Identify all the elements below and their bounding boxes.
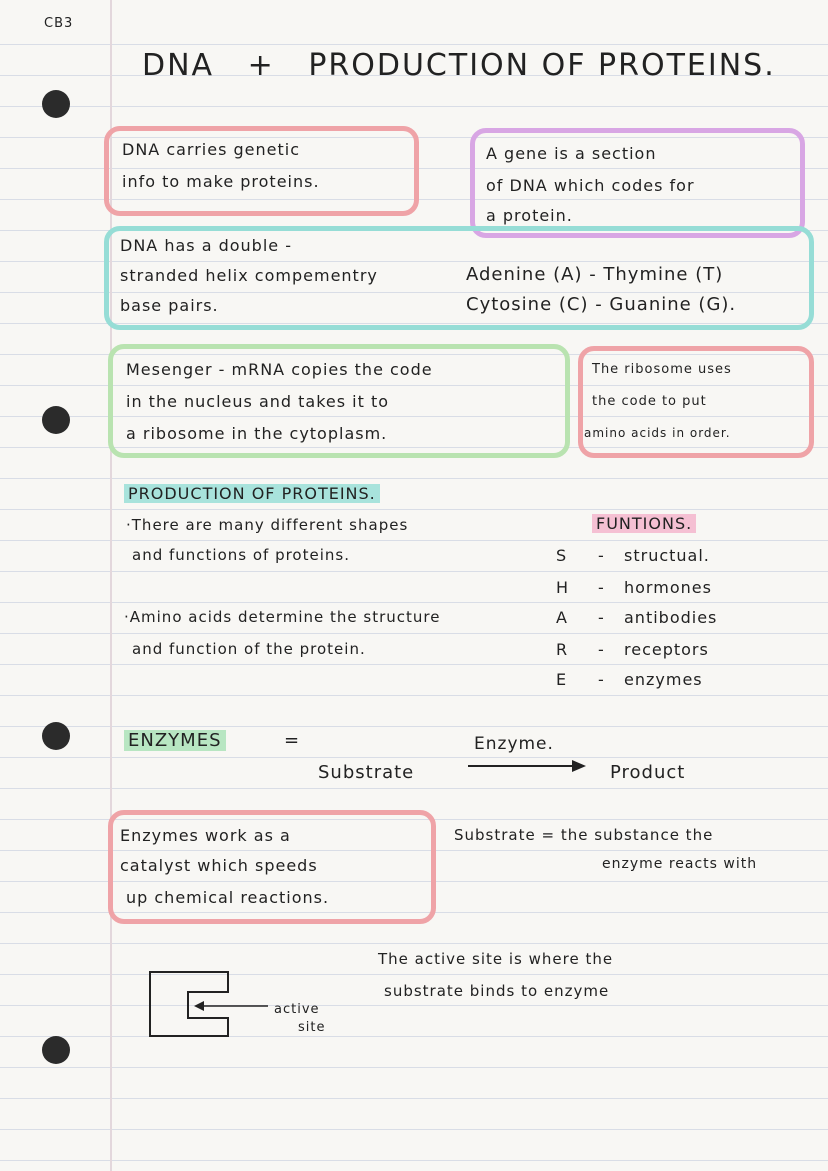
function-letter: H xyxy=(556,578,570,597)
mrna-line: in the nucleus and takes it to xyxy=(126,392,390,411)
base-pair-line: Cytosine (C) - Guanine (G). xyxy=(466,294,737,315)
binder-hole xyxy=(42,90,70,118)
enzymes-equals: = xyxy=(284,730,301,751)
function-dash: - xyxy=(598,578,605,597)
ribosome-line: the code to put xyxy=(592,394,707,409)
substrate-def-line: Substrate = the substance the xyxy=(454,826,714,844)
function-dash: - xyxy=(598,546,605,565)
substrate-label: Substrate xyxy=(318,762,415,783)
active-site-line: The active site is where the xyxy=(378,950,614,968)
base-pair-line: Adenine (A) - Thymine (T) xyxy=(466,264,724,285)
catalyst-line: catalyst which speeds xyxy=(120,856,318,875)
function-dash: - xyxy=(598,608,605,627)
function-letter: S xyxy=(556,546,568,565)
binder-hole xyxy=(42,1036,70,1064)
corner-label: CB3 xyxy=(44,16,74,31)
active-site-line: substrate binds to enzyme xyxy=(384,982,610,1000)
enzymes-heading: ENZYMES xyxy=(124,730,226,751)
production-line: ·There are many different shapes xyxy=(126,516,409,534)
function-word: receptors xyxy=(624,640,709,659)
active-site-label: site xyxy=(298,1020,326,1035)
double-helix-line: stranded helix compementry xyxy=(120,266,378,285)
gene-line: A gene is a section xyxy=(486,144,657,163)
enzyme-diagram xyxy=(140,964,270,1044)
function-word: antibodies xyxy=(624,608,718,627)
mrna-line: a ribosome in the cytoplasm. xyxy=(126,424,388,443)
binder-hole xyxy=(42,406,70,434)
substrate-def-line: enzyme reacts with xyxy=(602,856,758,872)
production-line: and functions of proteins. xyxy=(132,546,350,564)
function-word: hormones xyxy=(624,578,712,597)
function-letter: R xyxy=(556,640,569,659)
enzyme-label: Enzyme. xyxy=(474,734,554,754)
ribosome-line: The ribosome uses xyxy=(592,362,732,377)
catalyst-line: up chemical reactions. xyxy=(126,888,330,907)
binder-hole xyxy=(42,722,70,750)
function-word: structual. xyxy=(624,546,710,565)
ribosome-line: amino acids in order. xyxy=(584,426,731,440)
page-title: DNA + PRODUCTION OF PROTEINS. xyxy=(142,48,776,83)
function-letter: E xyxy=(556,670,568,689)
mrna-line: Mesenger - mRNA copies the code xyxy=(126,360,433,379)
active-site-label: active xyxy=(274,1002,320,1017)
production-line: and function of the protein. xyxy=(132,640,366,658)
reaction-arrow xyxy=(466,756,590,776)
function-word: enzymes xyxy=(624,670,703,689)
gene-line: a protein. xyxy=(486,206,573,225)
dna-info-line: info to make proteins. xyxy=(122,172,320,191)
gene-line: of DNA which codes for xyxy=(486,176,695,195)
double-helix-line: base pairs. xyxy=(120,296,219,315)
production-heading: PRODUCTION OF PROTEINS. xyxy=(124,484,380,503)
double-helix-line: DNA has a double - xyxy=(120,236,292,255)
production-line: ·Amino acids determine the structure xyxy=(124,608,441,626)
function-dash: - xyxy=(598,670,605,689)
catalyst-line: Enzymes work as a xyxy=(120,826,291,845)
function-letter: A xyxy=(556,608,568,627)
functions-heading: FUNTIONS. xyxy=(592,514,696,533)
function-dash: - xyxy=(598,640,605,659)
product-label: Product xyxy=(610,762,686,783)
dna-info-line: DNA carries genetic xyxy=(122,140,301,159)
